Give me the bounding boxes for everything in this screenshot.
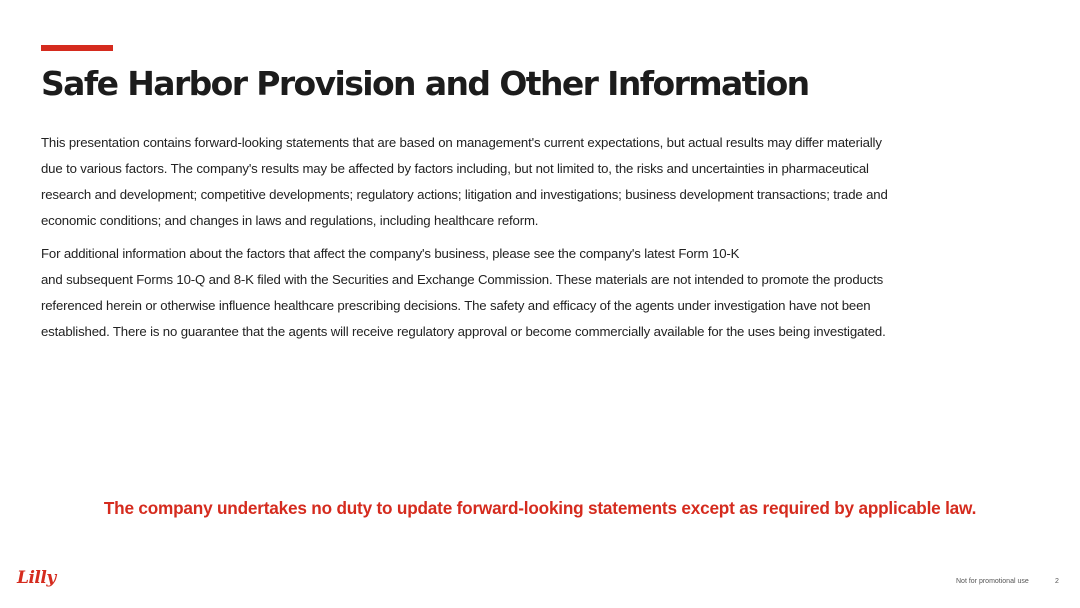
lilly-logo: Lilly [17, 568, 56, 588]
paragraph-line: referenced herein or otherwise influence healthcare prescribing decisions. The safety and efficacy of the agents under investigation have not been [41, 298, 871, 313]
paragraph-line: For additional information about the factors that affect the company's business, please see the company's latest Form 10-K [41, 246, 740, 261]
no-duty-disclaimer: The company undertakes no duty to update forward-looking statements except as required by applicable law. [103, 498, 977, 518]
paragraph-line: and subsequent Forms 10-Q and 8-K filed with the Securities and Exchange Commission. These materials are not intended to promote the products [41, 272, 884, 287]
paragraph-line: economic conditions; and changes in laws and regulations, including healthcare reform. [41, 213, 539, 228]
paragraph-line: research and development; competitive developments; regulatory actions; litigation and investigations; business development transactions; trade and [41, 187, 888, 202]
paragraph-line: established. There is no guarantee that the agents will receive regulatory approval or become commercially available for the uses being investigated. [41, 324, 886, 339]
page-number: 2 [1055, 578, 1059, 585]
additional-info-paragraph [41, 241, 1041, 345]
promotional-use-note: Not for promotional use [956, 578, 1029, 585]
paragraph-line: due to various factors. The company's results may be affected by factors including, but not limited to, the risks and uncertainties in pharmaceutical [41, 161, 869, 176]
title-accent-bar [41, 45, 113, 51]
paragraph-line: This presentation contains forward-looking statements that are based on management's current expectations, but actual results may differ materially [41, 135, 882, 150]
slide-title: Safe Harbor Provision and Other Information [41, 64, 809, 103]
body-text [41, 130, 1041, 345]
forward-looking-paragraph [41, 130, 1041, 234]
